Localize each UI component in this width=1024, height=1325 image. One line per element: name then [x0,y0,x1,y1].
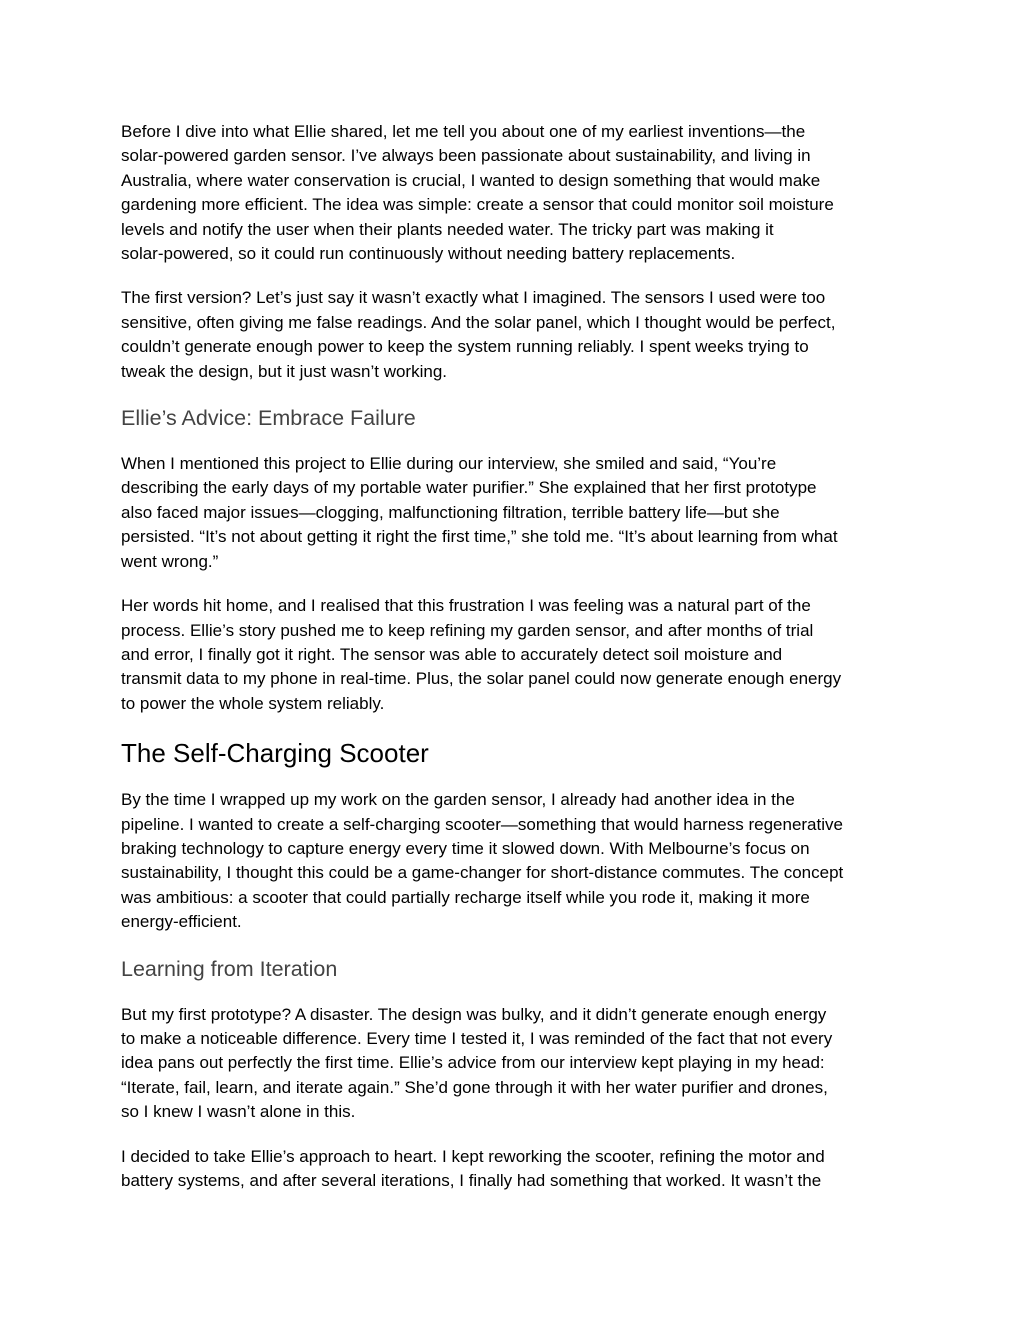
paragraph-words-hit-home: Her words hit home, and I realised that this frustration I was feeling was a natural part of the process. Ellie’s story pushed me to keep refining my garden sensor, and after months of trial and error, I finally got it right. The sensor was able to accurately detect soil moisture and transmit data to my phone in real-time. Plus, the solar panel could now generate enough energy to power the whole system reliably. [121,596,842,713]
paragraph-ellie-interview: When I mentioned this project to Ellie during our interview, she smiled and said, “You’re describing the early days of my portable water purifier.” She explained that her first prototype also faced major issues—clogging, malfunctioning filtration, terrible battery life—but she persisted. “It’s not about getting it right the first time,” she told me. “It’s about learning from what went wrong.” [121,454,838,571]
heading-learning-from-iteration: Learning from Iteration [121,956,338,981]
paragraph-scooter-idea: By the time I wrapped up my work on the garden sensor, I already had another idea in the pipeline. I wanted to create a self-charging scooter—something that would harness regenerative braking technology to capture energy every time it slowed down. With Melbourne’s focus on sustainability, I thought this could be a game-changer for short-distance commutes. The concept was ambitious: a scooter that could partially recharge itself while you rode it, making it more energy-efficient. [121,790,844,932]
paragraph-first-version: The first version? Let’s just say it wasn’t exactly what I imagined. The sensors I used were too sensitive, often giving me false readings. And the solar panel, which I thought would be perfect, couldn’t generate enough power to keep the system running reliably. I spent weeks trying to tweak the design, but it just wasn’t working. [121,288,836,381]
heading-ellie-advice: Ellie’s Advice: Embrace Failure [121,406,416,431]
paragraph-ellie-approach: I decided to take Ellie’s approach to heart. I kept reworking the scooter, refining the motor and battery systems, and after several iterations, I finally had something that worked. It wasn’t the [121,1146,825,1190]
document-page [121,120,911,1213]
paragraph-garden-sensor-intro: Before I dive into what Ellie shared, let me tell you about one of my earliest inventions—the solar-powered garden sensor. I’ve always been passionate about sustainability, and living in Australia, where water conservation is crucial, I wanted to design something that would make gardening more efficient. The idea was simple: create a sensor that could monitor soil moisture levels and notify the user when their plants needed water. The tricky part was making it solar-powered, so it could run continuously without needing battery replacements. [121,122,834,264]
heading-self-charging-scooter: The Self-Charging Scooter [121,738,429,769]
paragraph-first-prototype: But my first prototype? A disaster. The design was bulky, and it didn’t generate enough energy to make a noticeable difference. Every time I tested it, I was reminded of the fact that not every idea pans out perfectly the first time. Ellie’s advice from our interview kept playing in my head: “Iterate, fail, learn, and iterate again.” She’d gone through it with her water purifier and drones, so I knew I wasn’t alone in this. [121,1004,833,1122]
